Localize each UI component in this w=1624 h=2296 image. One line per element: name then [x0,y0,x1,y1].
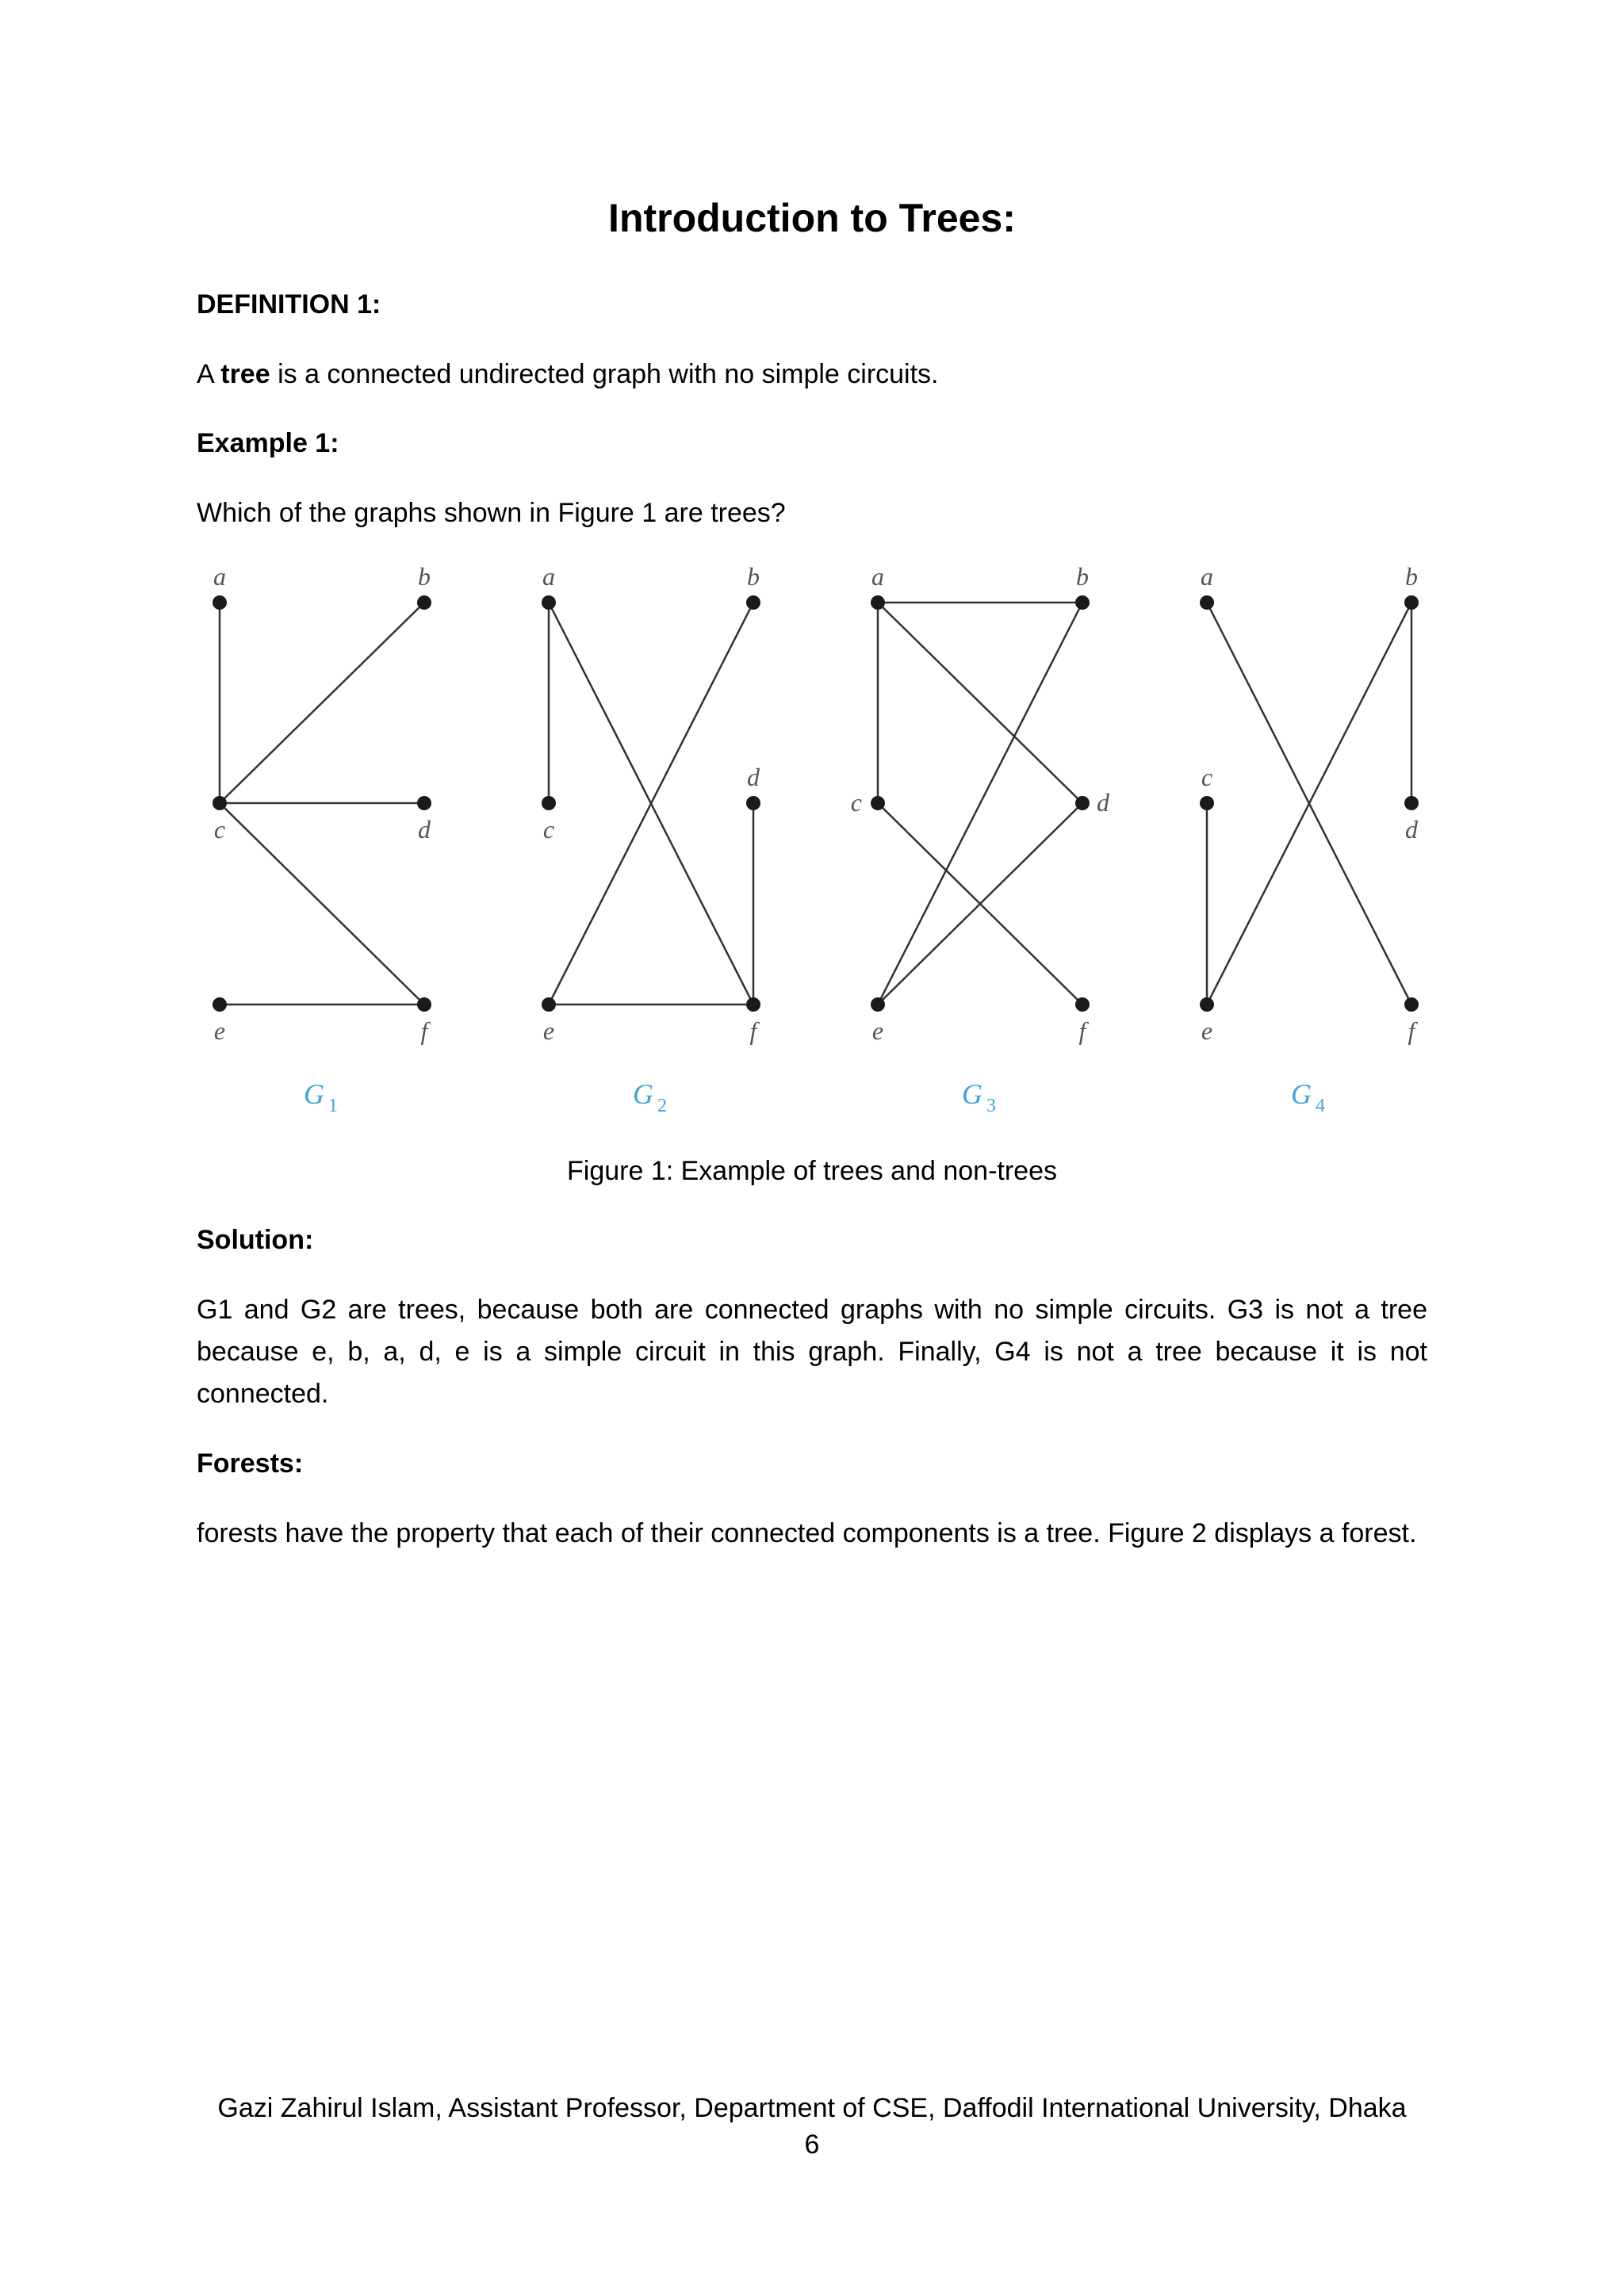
graph-label-subscript: 1 [328,1096,338,1116]
vertex-d [1404,796,1419,810]
vertex-e [542,997,556,1012]
vertex-label-d: d [418,815,431,844]
vertex-c [542,796,556,810]
graph-g2 [542,562,760,1116]
definition-heading: DEFINITION 1: [197,289,381,320]
vertex-c [213,796,227,810]
edge-a-d [878,603,1082,803]
vertex-label-c: c [1201,763,1213,791]
footer-author: Gazi Zahirul Islam, Assistant Professor, Department of CSE, Daffodil International University, Dhaka [217,2093,1407,2123]
vertex-label-b: b [418,562,431,591]
vertex-label-d: d [747,763,760,791]
vertex-d [417,796,431,810]
definition-term: tree [220,359,270,389]
vertex-label-c: c [850,788,862,817]
vertex-a [213,595,227,610]
page-title: Introduction to Trees: [608,196,1016,240]
vertex-b [1075,595,1090,610]
vertex-f [417,997,431,1012]
graph-g3 [851,562,1110,1116]
forests-text: forests have the property that each of their connected components is a tree. Figure 2 displays a forest. [197,1518,1417,1548]
vertex-label-f: f [1408,1016,1415,1045]
vertex-a [542,595,556,610]
vertex-label-a: a [871,562,884,591]
vertex-label-c: c [542,815,555,844]
vertex-f [1404,997,1419,1012]
graph-g1 [213,562,431,1116]
vertex-label-e: e [542,1016,555,1045]
figure-graphs [0,0,1624,1142]
graph-label-subscript: 4 [1316,1096,1325,1116]
vertex-label-d: d [1097,788,1109,817]
vertex-e [871,997,885,1012]
vertex-label-b: b [747,562,760,591]
figure-caption: Figure 1: Example of trees and non-trees [567,1156,1057,1186]
vertex-b [417,595,431,610]
vertex-label-e: e [1201,1016,1213,1045]
edge-b-c [220,603,424,803]
graph-label: G [1291,1078,1312,1110]
vertex-label-b: b [1405,562,1418,591]
vertex-label-f: f [749,1016,757,1045]
vertex-label-b: b [1076,562,1089,591]
definition-pre: A [197,359,221,389]
example-question: Which of the graphs shown in Figure 1 are trees? [197,498,786,528]
page-number: 6 [804,2130,820,2160]
graph-label-subscript: 2 [657,1096,667,1116]
forests-heading: Forests: [197,1448,304,1479]
vertex-label-e: e [871,1016,884,1045]
vertex-f [1075,997,1090,1012]
vertex-d [746,796,760,810]
vertex-label-f: f [420,1016,428,1045]
graph-label: G [633,1078,653,1110]
vertex-e [213,997,227,1012]
edge-b-e [878,603,1082,1004]
vertex-f [746,997,760,1012]
vertex-label-c: c [213,815,226,844]
vertex-c [1200,796,1214,810]
vertex-label-e: e [213,1016,226,1045]
graph-label: G [304,1078,324,1110]
vertex-e [1200,997,1214,1012]
vertex-label-d: d [1405,815,1418,844]
graph-g4 [1200,562,1419,1116]
vertex-b [1404,595,1419,610]
vertex-b [746,595,760,610]
vertex-label-f: f [1078,1016,1086,1045]
edge-c-f [220,803,424,1004]
vertex-c [871,796,885,810]
vertex-a [871,595,885,610]
example-heading: Example 1: [197,428,339,458]
solution-text: G1 and G2 are trees, because both are connected graphs with no simple circuits. G3 is not a tree because e, b, a, d, e is a simple circuit in this graph. Finally, G4 is not a tree because it is not connected. [197,1295,1427,1409]
vertex-label-a: a [542,562,555,591]
vertex-label-a: a [1201,562,1213,591]
vertex-d [1075,796,1090,810]
vertex-a [1200,595,1214,610]
definition-post: is a connected undirected graph with no simple circuits. [270,359,939,389]
vertex-label-a: a [213,562,226,591]
graph-label-subscript: 3 [986,1096,996,1116]
graph-label: G [962,1078,982,1110]
solution-heading: Solution: [197,1225,314,1255]
